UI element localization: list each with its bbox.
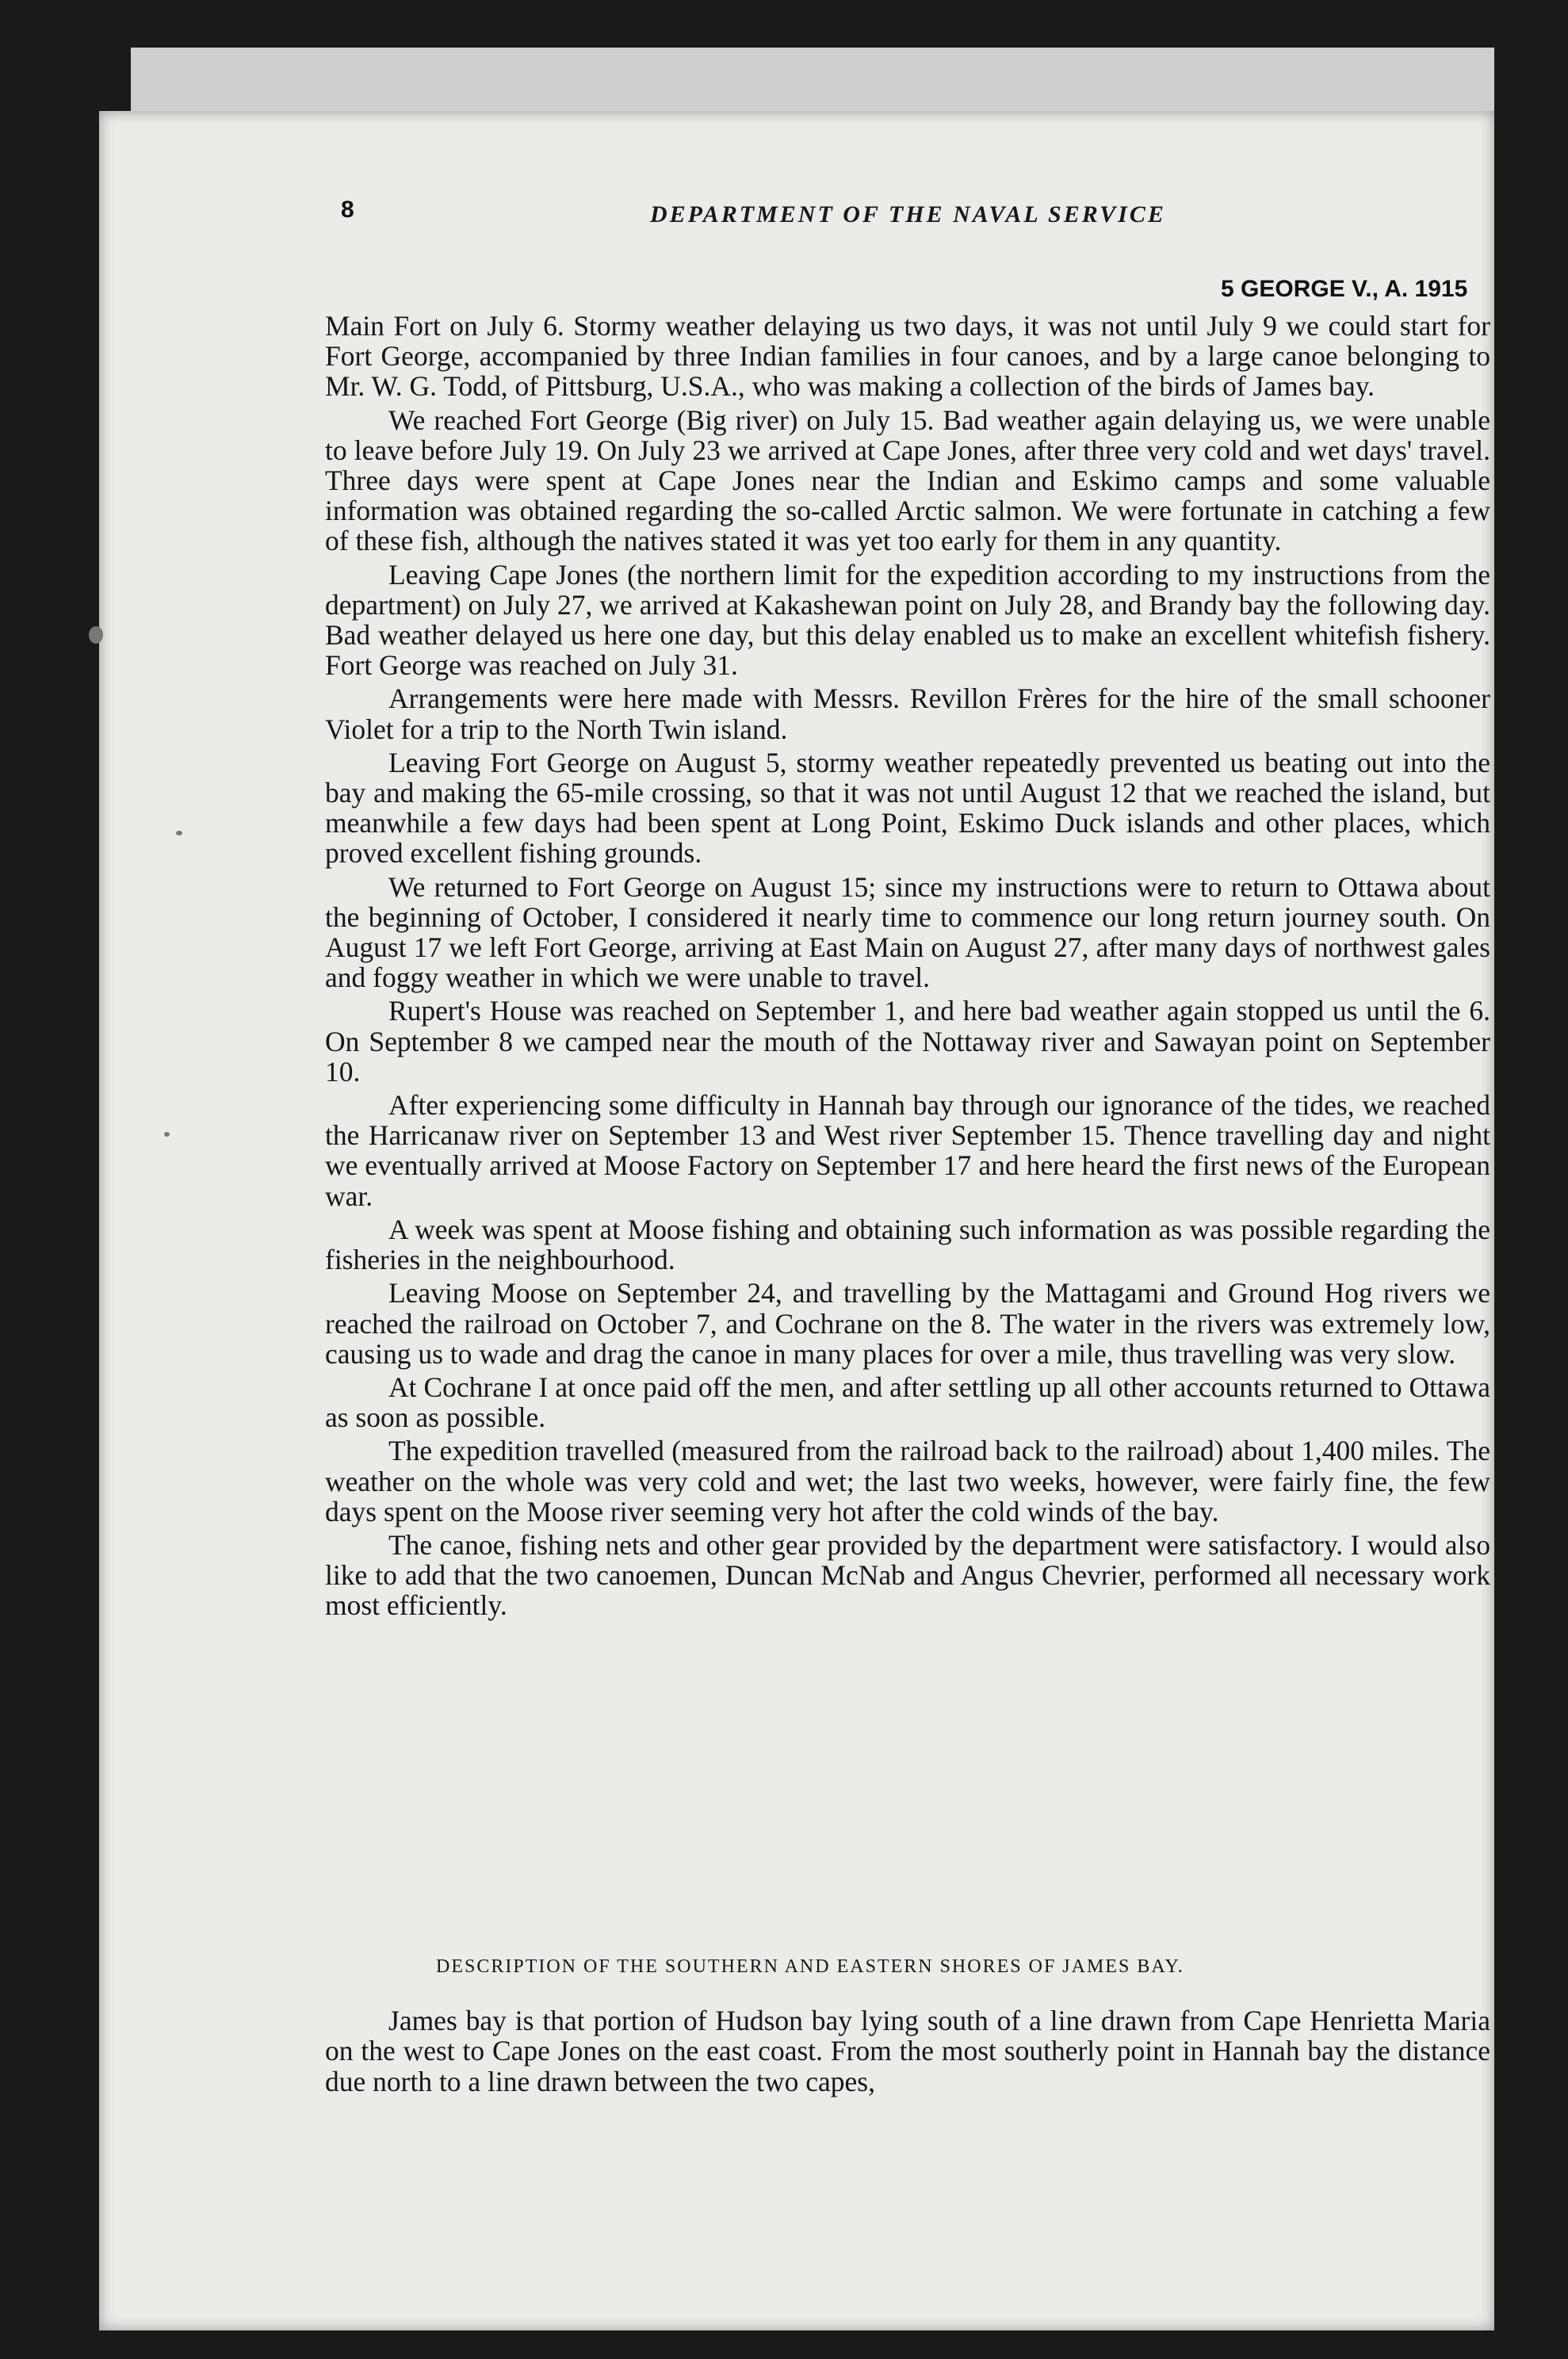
page-header bbox=[341, 197, 1514, 236]
paragraph: Leaving Fort George on August 5, stormy weather repeatedly prevented us beating out into the bay and making the 65-mile crossing, so that it was not until August 12 that we reached the island, but meanwhile a few days had been spent at Long Point, Eskimo Duck islands and other places, which proved excellent fishing grounds. bbox=[325, 746, 1490, 870]
paragraph: Leaving Cape Jones (the northern limit for the expedition according to my instructions from the department) on July 27, we arrived at Kakashewan point on July 28, and Brandy bay the following day. Bad weather delayed us here one day, but this delay enabled us to make an excellent whitefish fishery. Fort George was reached on July 31. bbox=[325, 558, 1490, 682]
paragraph: We reached Fort George (Big river) on July 15. Bad weather again delaying us, we were unable to leave before July 19. On July 23 we arrived at Cape Jones, after three very cold and wet days' travel. Three days were spent at Cape Jones near the Indian and Eskimo camps and some valuable information was obtained regarding the so-called Arctic salmon. We were fortunate in catching a few of these fish, although the natives stated it was yet too early for them in any quantity. bbox=[325, 403, 1490, 557]
scan-speck bbox=[164, 1132, 170, 1137]
session-reference: 5 GEORGE V., A. 1915 bbox=[1221, 276, 1468, 302]
running-head: DEPARTMENT OF THE NAVAL SERVICE bbox=[650, 201, 1166, 227]
paragraph: Arrangements were here made with Messrs. Revillon Frères for the hire of the small schooner Violet for a trip to the North Twin island. bbox=[325, 682, 1490, 745]
page-number: 8 bbox=[341, 197, 354, 223]
paragraph: The canoe, fishing nets and other gear provided by the department were satisfactory. I would also like to add that the two canoemen, Duncan McNab and Angus Chevrier, performed all necessary work most efficiently. bbox=[325, 1528, 1490, 1622]
paragraph: James bay is that portion of Hudson bay lying south of a line drawn from Cape Henrietta Maria on the west to Cape Jones on the east coast. From the most southerly point in Hannah bay the distance due north to a line drawn between the two capes, bbox=[325, 2005, 1490, 2097]
paragraph: Leaving Moose on September 24, and travelling by the Mattagami and Ground Hog rivers we reached the railroad on October 7, and Cochrane on the 8. The water in the rivers was extremely low, causing us to wade and drag the canoe in many places for over a mile, thus travelling was very slow. bbox=[325, 1277, 1490, 1370]
scan-speck bbox=[176, 831, 182, 835]
section-text bbox=[325, 2005, 1490, 2097]
paragraph: At Cochrane I at once paid off the men, and after settling up all other accounts returned to Ottawa as soon as possible. bbox=[325, 1371, 1490, 1434]
paragraph: Rupert's House was reached on September 1, and here bad weather again stopped us until the 6. On September 8 we camped near the mouth of the Nottaway river and Sawayan point on September 10. bbox=[325, 995, 1490, 1088]
paragraph: The expedition travelled (measured from the railroad back to the railroad) about 1,400 miles. The weather on the whole was very cold and wet; the last two weeks, however, were fairly fine, the few days spent on the Moose river seeming very hot after the cold winds of the bay. bbox=[325, 1435, 1490, 1527]
paragraph: After experiencing some difficulty in Hannah bay through our ignorance of the tides, we reached the Harricanaw river on September 13 and West river September 15. Thence travelling day and night we eventually arrived at Moose Factory on September 17 and here heard the first news of the European war. bbox=[325, 1089, 1490, 1212]
paragraph: We returned to Fort George on August 15; since my instructions were to return to Ottawa about the beginning of October, I considered it nearly time to commence our long return journey south. On August 17 we left Fort George, arriving at East Main on August 27, after many days of northwest gales and foggy weather in which we were unable to travel. bbox=[325, 870, 1490, 994]
paragraph: Main Fort on July 6. Stormy weather delaying us two days, it was not until July 9 we could start for Fort George, accompanied by three Indian families in four canoes, and by a large canoe belonging to Mr. W. G. Todd, of Pittsburg, U.S.A., who was making a collection of the birds of James bay. bbox=[325, 310, 1490, 403]
body-text bbox=[325, 311, 1490, 1624]
paragraph: A week was spent at Moose fishing and obtaining such information as was possible regarding the fisheries in the neighbourhood. bbox=[325, 1213, 1490, 1276]
binding-hole-mark bbox=[89, 626, 103, 644]
section-heading: DESCRIPTION OF THE SOUTHERN AND EASTERN SHORES OF JAMES BAY. bbox=[436, 1956, 1184, 1977]
